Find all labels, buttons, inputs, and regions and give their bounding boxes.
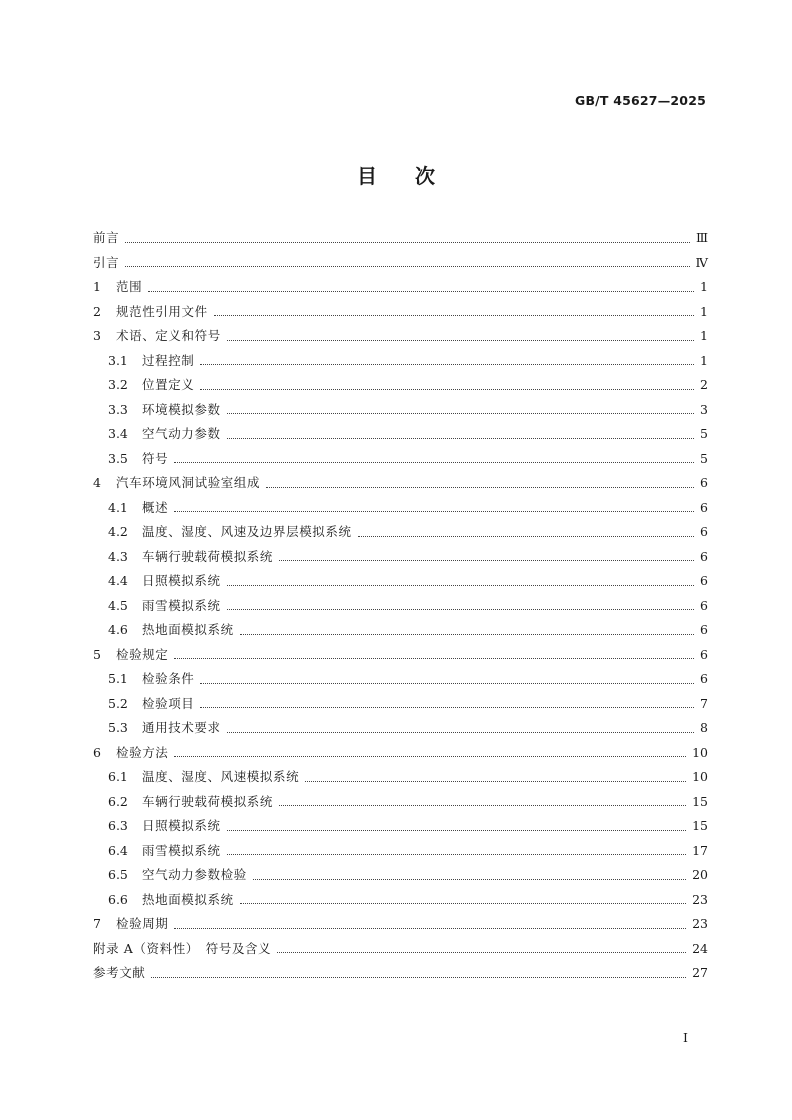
toc-entry[interactable] — [93, 692, 708, 717]
toc-entry-title: 温度、湿度、风速模拟系统 — [142, 769, 300, 784]
toc-entry-page: 10 — [692, 744, 708, 760]
toc-entry[interactable] — [93, 863, 708, 888]
toc-entry-number: 5.3 — [108, 720, 128, 735]
toc-entry-title: 检验条件 — [142, 671, 195, 686]
toc-entry-page: 10 — [692, 769, 708, 784]
toc-entry-number: 6.5 — [108, 867, 128, 882]
toc-entry[interactable] — [93, 349, 708, 374]
page-title — [0, 160, 792, 189]
toc-entry-number: 3.2 — [108, 377, 128, 392]
toc-entry-page: 1 — [700, 303, 708, 319]
toc-entry-title: 检验规定 — [116, 646, 169, 662]
toc-entry-title: 范围 — [116, 279, 143, 294]
toc-entry[interactable] — [93, 398, 708, 423]
toc-entry[interactable] — [93, 961, 708, 986]
toc-entry[interactable] — [93, 447, 708, 472]
toc-entry-number: 4.2 — [108, 524, 128, 539]
toc-entry[interactable] — [93, 300, 708, 325]
toc-dot-leader — [174, 447, 694, 472]
toc-entry-title: 附录 A（资料性） 符号及含义 — [93, 940, 272, 956]
toc-entry-page: 6 — [700, 573, 708, 588]
toc-entry[interactable] — [93, 888, 708, 913]
toc-dot-leader — [227, 398, 694, 423]
toc-dot-leader — [279, 790, 686, 815]
toc-entry[interactable] — [93, 741, 708, 766]
toc-dot-leader — [151, 961, 686, 986]
toc-entry-title: 检验方法 — [116, 744, 169, 760]
toc-dot-leader — [227, 814, 686, 839]
toc-entry-number: 3.5 — [108, 450, 128, 466]
toc-entry-title: 位置定义 — [142, 377, 195, 392]
toc-entry[interactable] — [93, 275, 708, 300]
toc-entry-title: 空气动力参数检验 — [142, 867, 247, 882]
toc-entry-page: 6 — [700, 475, 708, 490]
toc-entry[interactable] — [93, 520, 708, 545]
toc-entry-page: 7 — [700, 695, 708, 711]
toc-entry[interactable] — [93, 569, 708, 594]
toc-entry-page: 6 — [700, 499, 708, 515]
toc-dot-leader — [227, 324, 694, 349]
toc-dot-leader — [148, 275, 694, 300]
toc-dot-leader — [227, 716, 694, 741]
toc-entry-page: 20 — [692, 867, 708, 882]
toc-entry-number: 3.4 — [108, 426, 128, 441]
toc-entry-title: 空气动力参数 — [142, 426, 221, 441]
toc-entry-title: 环境模拟参数 — [142, 401, 221, 417]
toc-entry-number: 5.1 — [108, 671, 128, 686]
toc-dot-leader — [266, 471, 694, 496]
toc-dot-leader — [125, 251, 689, 276]
toc-dot-leader — [200, 692, 694, 717]
toc-entry-number: 6.4 — [108, 842, 128, 858]
toc-entry[interactable] — [93, 839, 708, 864]
toc-entry-page: 1 — [700, 328, 708, 343]
toc-entry-title: 车辆行驶载荷模拟系统 — [142, 548, 274, 564]
toc-entry-title: 温度、湿度、风速及边界层模拟系统 — [142, 524, 352, 539]
toc-dot-leader — [240, 888, 686, 913]
toc-entry[interactable] — [93, 790, 708, 815]
toc-entry-number: 6.6 — [108, 891, 128, 907]
toc-entry-title: 前言 — [93, 230, 120, 245]
toc-entry-page: 6 — [700, 646, 708, 662]
toc-entry-number: 3.3 — [108, 401, 128, 417]
toc-entry-title: 符号 — [142, 450, 169, 466]
toc-entry-title: 参考文献 — [93, 965, 146, 980]
toc-entry-title: 引言 — [93, 254, 120, 270]
toc-entry-number: 6.1 — [108, 769, 128, 784]
toc-entry-number: 3 — [93, 328, 101, 343]
toc-entry-page: 6 — [700, 524, 708, 539]
toc-entry-number: 4.1 — [108, 499, 128, 515]
toc-entry[interactable] — [93, 814, 708, 839]
toc-entry-page: 5 — [700, 426, 708, 441]
toc-entry-title: 热地面模拟系统 — [142, 891, 234, 907]
toc-dot-leader — [277, 937, 686, 962]
toc-dot-leader — [174, 741, 686, 766]
toc-entry-title: 日照模拟系统 — [142, 818, 221, 833]
toc-entry[interactable] — [93, 496, 708, 521]
toc-entry-page: 15 — [692, 818, 708, 833]
toc-entry-number: 4.3 — [108, 548, 128, 564]
toc-entry-page: 3 — [700, 401, 708, 417]
toc-entry-number: 6.3 — [108, 818, 128, 833]
toc-dot-leader — [227, 569, 694, 594]
toc-entry-number: 5.2 — [108, 695, 128, 711]
toc-entry-title: 规范性引用文件 — [116, 303, 208, 319]
toc-entry-title: 日照模拟系统 — [142, 573, 221, 588]
toc-entry-number: 5 — [93, 646, 101, 662]
toc-entry[interactable] — [93, 594, 708, 619]
toc-entry[interactable] — [93, 765, 708, 790]
toc-dot-leader — [174, 912, 686, 937]
toc-entry-number: 3.1 — [108, 352, 128, 368]
toc-entry-page: 1 — [700, 352, 708, 368]
toc-entry-title: 术语、定义和符号 — [116, 328, 221, 343]
standard-number: GB/T 45627—2025 — [574, 93, 706, 108]
page-title-char-1: 目 — [357, 164, 377, 188]
toc-entry[interactable] — [93, 324, 708, 349]
toc-dot-leader — [227, 422, 694, 447]
toc-entry[interactable] — [93, 937, 708, 962]
toc-entry-page: Ⅲ — [695, 230, 708, 245]
toc-entry-title: 雨雪模拟系统 — [142, 597, 221, 613]
toc-entry-page: 6 — [700, 622, 708, 637]
toc-dot-leader — [227, 839, 686, 864]
toc-entry[interactable] — [93, 912, 708, 937]
toc-dot-leader — [200, 667, 694, 692]
toc-dot-leader — [305, 765, 686, 790]
toc-entry-page: 1 — [700, 279, 708, 294]
page-title-char-2: 次 — [415, 164, 435, 188]
toc-entry-page: 6 — [700, 597, 708, 613]
toc-dot-leader — [279, 545, 694, 570]
page-number: I — [683, 1030, 688, 1045]
toc-entry-number: 4.4 — [108, 573, 128, 588]
toc-entry[interactable] — [93, 618, 708, 643]
toc-entry-page: Ⅳ — [695, 254, 708, 270]
toc-entry-title: 过程控制 — [142, 352, 195, 368]
toc-entry[interactable] — [93, 545, 708, 570]
toc-entry-page: 27 — [692, 965, 708, 980]
toc-entry-title: 检验周期 — [116, 916, 169, 931]
toc-entry-page: 6 — [700, 671, 708, 686]
toc-entry-title: 概述 — [142, 499, 169, 515]
toc-dot-leader — [174, 496, 694, 521]
toc-dot-leader — [253, 863, 686, 888]
table-of-contents — [93, 226, 708, 986]
toc-entry-number: 4.5 — [108, 597, 128, 613]
toc-entry-page: 6 — [700, 548, 708, 564]
toc-entry-number: 6.2 — [108, 793, 128, 809]
toc-entry-page: 2 — [700, 377, 708, 392]
toc-entry[interactable] — [93, 643, 708, 668]
toc-entry[interactable] — [93, 716, 708, 741]
toc-entry-title: 检验项目 — [142, 695, 195, 711]
toc-entry-title: 热地面模拟系统 — [142, 622, 234, 637]
toc-entry-page: 15 — [692, 793, 708, 809]
toc-entry[interactable] — [93, 471, 708, 496]
toc-dot-leader — [227, 594, 694, 619]
toc-dot-leader — [240, 618, 694, 643]
toc-entry-number: 6 — [93, 744, 101, 760]
toc-entry-page: 23 — [692, 916, 708, 931]
toc-entry-page: 24 — [692, 940, 708, 956]
toc-entry[interactable] — [93, 373, 708, 398]
toc-entry-title: 通用技术要求 — [142, 720, 221, 735]
toc-dot-leader — [200, 349, 694, 374]
toc-entry[interactable] — [93, 251, 708, 276]
toc-entry-number: 1 — [93, 279, 101, 294]
toc-dot-leader — [214, 300, 694, 325]
toc-entry[interactable] — [93, 667, 708, 692]
toc-dot-leader — [200, 373, 694, 398]
toc-entry-number: 2 — [93, 303, 101, 319]
toc-entry-page: 5 — [700, 450, 708, 466]
toc-entry[interactable] — [93, 226, 708, 251]
toc-entry-title: 车辆行驶载荷模拟系统 — [142, 793, 274, 809]
toc-entry[interactable] — [93, 422, 708, 447]
toc-entry-page: 23 — [692, 891, 708, 907]
toc-entry-number: 7 — [93, 916, 101, 931]
toc-entry-page: 8 — [700, 720, 708, 735]
toc-entry-title: 汽车环境风洞试验室组成 — [116, 475, 261, 490]
toc-entry-number: 4.6 — [108, 622, 128, 637]
toc-entry-title: 雨雪模拟系统 — [142, 842, 221, 858]
toc-dot-leader — [358, 520, 694, 545]
toc-entry-number: 4 — [93, 475, 101, 490]
toc-dot-leader — [174, 643, 694, 668]
toc-entry-page: 17 — [692, 842, 708, 858]
toc-dot-leader — [125, 226, 690, 251]
